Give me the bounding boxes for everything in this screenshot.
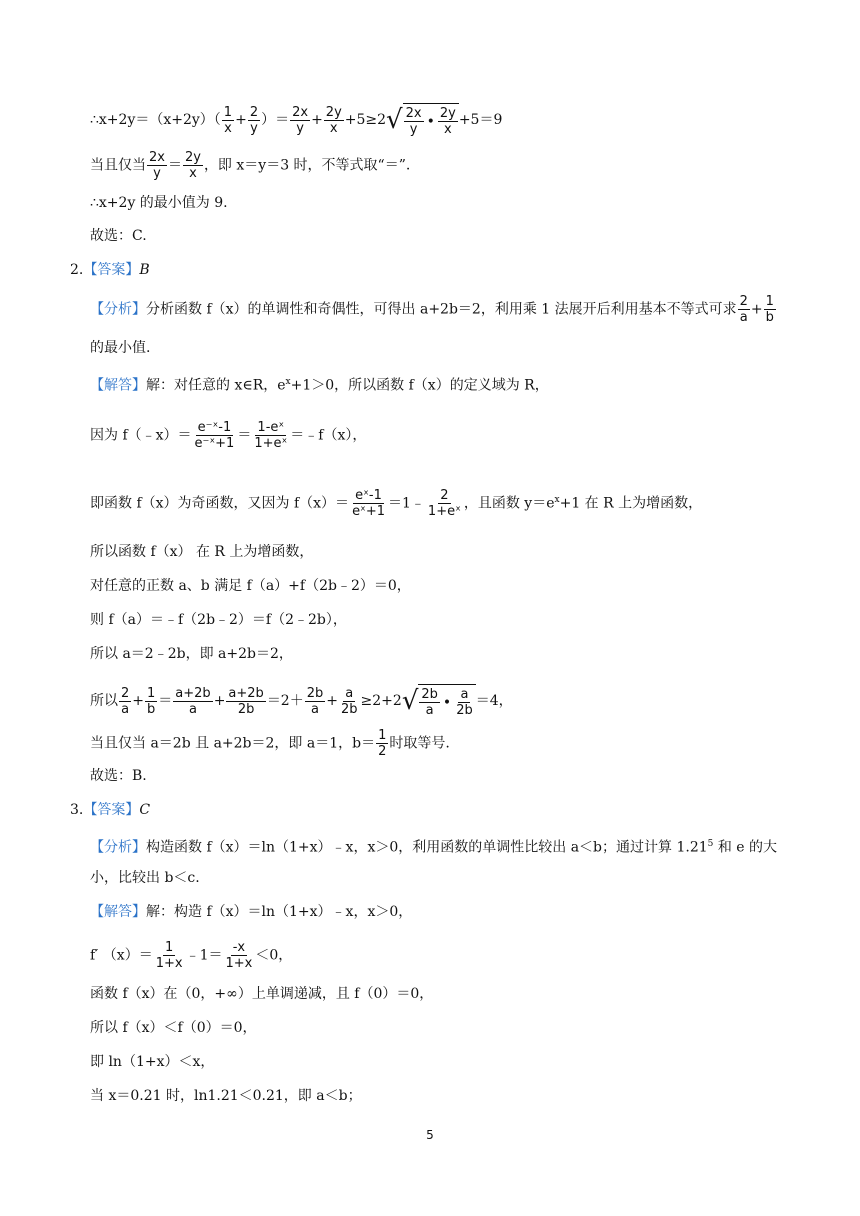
q2-line: 所以 a＝2﹣2b，即 a+2b＝2， xyxy=(90,646,293,662)
fraction: $\frac{\text{1-eˣ}}{\text{1+eˣ}}$ xyxy=(254,420,288,451)
fraction: $\frac{\text{eˣ-1}}{\text{eˣ+1}}$ xyxy=(352,488,385,519)
q3-line: 即 ln（1+x）＜x， xyxy=(90,1054,215,1070)
q2-line: 则 f（a）＝﹣f（2b﹣2）＝f（2﹣2b）， xyxy=(90,612,347,628)
choice: 故选：C. xyxy=(90,228,147,244)
answer: B xyxy=(139,262,150,278)
q2-inequality: 所以 $\frac{2}{a}$ + $\frac{1}{b}$ ＝ $\frac{a+2b}{a}$ + $\frac{a+2b}{2b}$ ＝2＋ $\frac{2b}{a}$ + $\frac{a}{2b}$ ≥2+2 √ 2b a • a 2b ＝4， xyxy=(90,685,513,718)
q2-analysis: 【分析】分析函数 f（x）的单调性和奇偶性，可得出 a+2b＝2，利用乘 1 法展开后利用基本不等式可求 $\frac{2}{a}$ + $\frac{1}{b}$ xyxy=(90,294,774,325)
fraction: $\frac{2}{a}$ xyxy=(121,685,130,717)
q2-line: 对任意的正数 a、b 满足 f（a）+f（2b﹣2）＝0， xyxy=(90,578,411,594)
fraction: $\frac{a+2b}{a}$ xyxy=(175,685,211,717)
fraction: $\frac{-x}{1+x}$ xyxy=(225,940,253,971)
q2-choice: 故选：B. xyxy=(90,768,147,784)
page-number: 5 xyxy=(426,1128,434,1142)
answer: C xyxy=(139,802,151,818)
fraction: $\frac{\text{e⁻ˣ-1}}{\text{e⁻ˣ+1}}$ xyxy=(194,420,235,451)
q2-equality: 当且仅当 a＝2b 且 a+2b＝2，即 a＝1，b＝ $\frac{1}{2}$ 时取等号. xyxy=(90,728,450,759)
fraction: $\frac{a}{2b}$ xyxy=(341,685,358,717)
q3-analysis: 【分析】构造函数 f（x）＝ln（1+x）﹣x，x＞0，利用函数的单调性比较出 a＜b；通过计算 1.21$^5$ 和 e 的大 xyxy=(90,839,778,856)
q2-solution-line: 【解答】解：对任意的 x∈R，$e^x+1>0$，所以函数 f（x）的定义域为 R， xyxy=(90,377,549,394)
q3-line: 当 x＝0.21 时，ln1.21＜0.21，即 a＜b； xyxy=(90,1088,362,1104)
answer-tag: 【答案】 xyxy=(83,262,140,278)
answer-tag: 【答案】 xyxy=(83,802,140,818)
q3-header: 3.【答案】C xyxy=(70,802,151,818)
fraction: $\frac{2}{a}$ xyxy=(739,294,748,325)
fraction: $\frac{2b}{a}$ xyxy=(306,685,324,717)
fraction: $\frac{1}{1+x}$ xyxy=(155,940,183,971)
fraction: $\frac{1}{x}$ xyxy=(223,104,233,136)
equality-condition: 当且仅当 $\frac{2x}{y}$ ＝ $\frac{2y}{x}$ ，即 x＝y＝3 时，不等式取“＝”. xyxy=(90,150,411,181)
q3-derivative: f′ （x）＝ $\frac{1}{1+x}$ ﹣1＝ $\frac{-x}{1+x}$ ＜0， xyxy=(90,940,293,971)
q2-odd-proof: 因为 f（﹣x）＝ $\frac{\text{e⁻ˣ-1}}{\text{e⁻ˣ+1}}$ ＝ $\frac{\text{1-eˣ}}{\text{1+eˣ}}$ ＝﹣f（x）， xyxy=(90,420,367,451)
fraction: $\frac{2x}{y}$ xyxy=(292,104,309,136)
fraction: $\frac{2}{y}$ xyxy=(249,104,259,136)
fraction: $\frac{1}{b}$ xyxy=(147,685,156,717)
equation-line: ∴x+2y＝（x+2y）（ $\frac{1}{x}$ + $\frac{2}{y}$ ）＝ $\frac{2x}{y}$ + $\frac{2y}{x}$ +5≥2 √ 2x y • 2y x +5＝9 xyxy=(90,104,503,137)
fraction: $\frac{2}{\text{1+eˣ}}$ xyxy=(427,488,461,519)
fraction: $\frac{2x}{y}$ xyxy=(149,150,165,181)
q3-solution-line: 【解答】解：构造 f（x）＝ln（1+x）﹣x，x＞0， xyxy=(90,904,413,920)
conclusion: ∴x+2y 的最小值为 9. xyxy=(90,195,228,211)
q2-analysis-end: 的最小值. xyxy=(90,340,151,356)
fraction: $\frac{1}{2}$ xyxy=(378,728,387,759)
fraction: $\frac{2y}{x}$ xyxy=(325,104,342,136)
solution-tag: 【解答】 xyxy=(90,377,146,394)
analysis-tag: 【分析】 xyxy=(90,839,146,856)
sqrt: √ 2x y • 2y x xyxy=(386,103,459,137)
text: ∴x+2y＝（x+2y）（ xyxy=(90,112,221,128)
fraction: $\frac{2y}{x}$ xyxy=(184,150,201,181)
sqrt: √ 2b a • a 2b xyxy=(402,684,476,718)
q2-line: 所以函数 f（x） 在 R 上为增函数， xyxy=(90,544,314,560)
q2-odd-function: 即函数 f（x）为奇函数，又因为 f（x）＝ $\frac{\text{eˣ-1}}{\text{eˣ+1}}$ ＝1﹣ $\frac{2}{\text{1+eˣ}}$ ，且函数 $y=e^x+1$ 在 R 上为增函数， xyxy=(90,488,703,519)
q3-analysis-end: 小，比较出 b＜c. xyxy=(90,870,200,886)
fraction: $\frac{1}{b}$ xyxy=(765,294,774,325)
q3-line: 所以 f（x）＜f（0）＝0， xyxy=(90,1020,257,1036)
solution-tag: 【解答】 xyxy=(90,904,146,920)
q3-line: 函数 f（x）在（0，+∞）上单调递减，且 f（0）＝0， xyxy=(90,986,434,1002)
analysis-tag: 【分析】 xyxy=(90,301,146,318)
fraction: $\frac{a+2b}{2b}$ xyxy=(228,685,264,717)
q2-header: 2.【答案】B xyxy=(70,262,150,278)
